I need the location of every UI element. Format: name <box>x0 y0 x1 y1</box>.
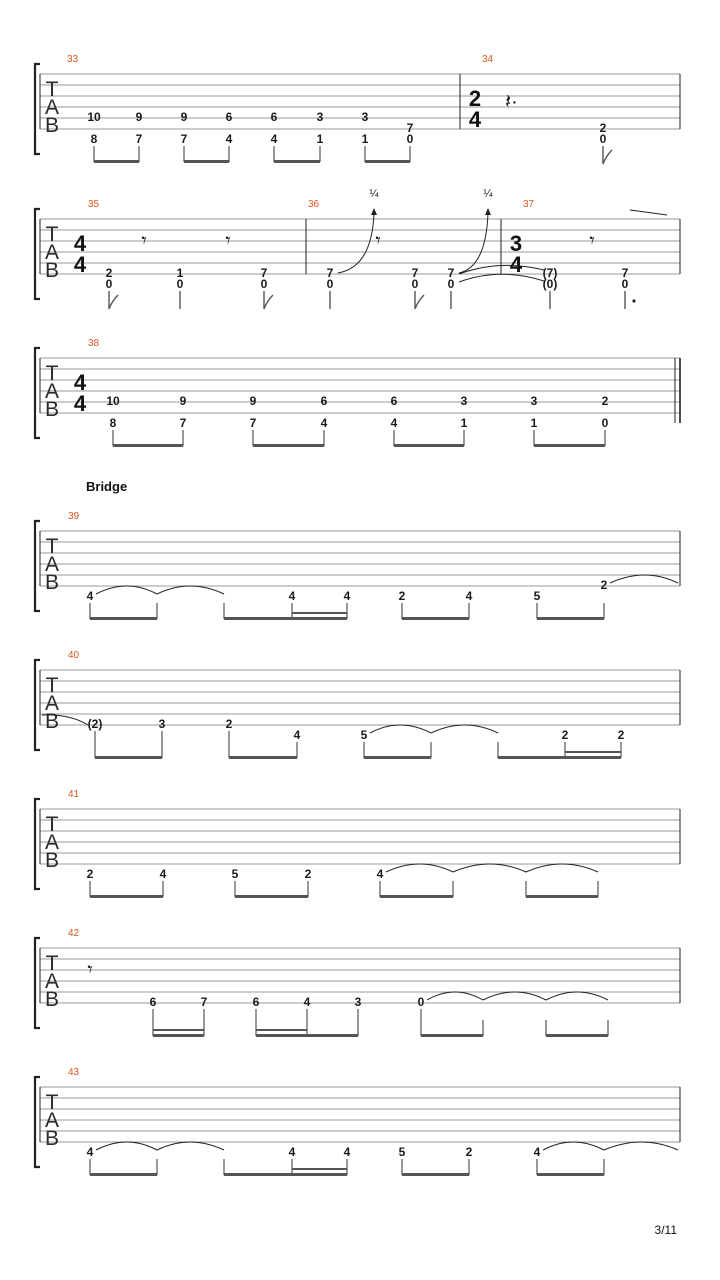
fret-number: 4 <box>270 132 278 146</box>
tab-letter-a: A <box>44 96 60 119</box>
page-number: 3/11 <box>654 1223 677 1237</box>
fret-number: 7 <box>411 266 419 280</box>
fret-number: 0 <box>417 995 425 1009</box>
dot <box>632 299 635 302</box>
fret-number: 2 <box>465 1145 473 1159</box>
fret-number: 3 <box>361 110 369 124</box>
fret-number: 5 <box>360 728 368 742</box>
system-bracket <box>35 521 40 611</box>
tab-letter-a: A <box>44 831 60 854</box>
fret-number: 2 <box>105 266 113 280</box>
fret-number: 2 <box>561 728 569 742</box>
fret-number: 9 <box>179 394 187 408</box>
fret-number: 6 <box>149 995 157 1009</box>
eighth-rest: 𝄾 <box>87 959 93 981</box>
staff-lines <box>40 809 680 864</box>
section-label: Bridge <box>86 479 128 494</box>
staff-lines <box>40 219 680 274</box>
measure-number: 42 <box>68 928 80 939</box>
fret-number: 6 <box>252 995 260 1009</box>
fret-number: 3 <box>354 995 362 1009</box>
system-bracket <box>35 660 40 750</box>
fret-number: 7 <box>326 266 334 280</box>
tab-letter-a: A <box>44 380 60 403</box>
fret-number: 0 <box>411 277 419 291</box>
eighth-rest: 𝄾 <box>375 230 381 252</box>
tab-letter-t: T <box>45 78 59 101</box>
measure-number: 34 <box>482 54 494 65</box>
fret-number: 5 <box>533 589 541 603</box>
tab-letter-b: B <box>44 1127 60 1150</box>
beam <box>153 1029 608 1037</box>
fret-number: 0 <box>105 277 113 291</box>
fret-number: 7 <box>406 121 414 135</box>
fret-number: 0 <box>176 277 184 291</box>
staff-lines <box>40 531 680 586</box>
measure-number: 43 <box>68 1067 80 1078</box>
fret-number: 6 <box>390 394 398 408</box>
fret-number: 2 <box>304 867 312 881</box>
fret-number: 6 <box>270 110 278 124</box>
eighth-rest: 𝄾 <box>589 230 595 252</box>
fret-number: 4 <box>376 867 384 881</box>
fret-number: 2 <box>600 578 608 592</box>
fret-number: 0 <box>260 277 268 291</box>
fret-number: 1 <box>530 416 538 430</box>
fret-number: 9 <box>249 394 257 408</box>
fret-number: 9 <box>135 110 143 124</box>
tab-letter-a: A <box>44 692 60 715</box>
fret-number: 10 <box>106 394 120 408</box>
time-signature-top: 3 <box>509 231 523 256</box>
time-signature-top: 2 <box>468 86 482 111</box>
fret-number: 4 <box>293 728 301 742</box>
tab-letter-b: B <box>44 849 60 872</box>
fret-number: 4 <box>288 589 296 603</box>
time-signature-bottom: 4 <box>509 252 523 277</box>
staff-lines <box>40 358 680 413</box>
fret-number: 4 <box>320 416 328 430</box>
measure-number: 38 <box>88 338 100 349</box>
fret-number: 2 <box>601 394 609 408</box>
bend-arrowhead <box>371 208 377 215</box>
tie-arcs <box>96 1142 678 1150</box>
beam-group <box>94 146 410 162</box>
system-bracket <box>35 799 40 889</box>
measure-number: 39 <box>68 511 80 522</box>
tie-arcs <box>386 864 598 872</box>
fret-number: (0) <box>542 277 558 291</box>
system-bracket <box>35 938 40 1028</box>
fret-number: 4 <box>343 589 351 603</box>
system-bracket <box>35 348 40 438</box>
bend-arrowhead <box>485 208 491 215</box>
fret-number: 4 <box>225 132 233 146</box>
fret-number: 2 <box>86 867 94 881</box>
tab-system-4 <box>35 511 680 620</box>
tab-letter-b: B <box>44 571 60 594</box>
tab-letter-a: A <box>44 553 60 576</box>
fret-number: 4 <box>288 1145 296 1159</box>
fret-number: 1 <box>176 266 184 280</box>
fret-number: 3 <box>316 110 324 124</box>
eighth-rest: 𝄾 <box>225 230 231 252</box>
note-stems <box>90 603 604 619</box>
measure-number: 40 <box>68 650 80 661</box>
system-bracket <box>35 64 40 154</box>
slide-line <box>630 210 667 215</box>
fret-number: 0 <box>599 132 607 146</box>
fret-number: 3 <box>530 394 538 408</box>
tab-letter-b: B <box>44 988 60 1011</box>
fret-number: 1 <box>361 132 369 146</box>
fret-number: 1 <box>460 416 468 430</box>
tab-letter-t: T <box>45 1091 59 1114</box>
tie-arcs <box>427 992 608 1000</box>
tab-letter-b: B <box>44 114 60 137</box>
fret-number: 3 <box>158 717 166 731</box>
tab-letter-b: B <box>44 259 60 282</box>
fret-number: (7) <box>542 266 558 280</box>
bend-label: ¼ <box>369 188 379 200</box>
bend-arrow <box>459 213 488 273</box>
fret-number: 6 <box>225 110 233 124</box>
fret-number: 7 <box>200 995 208 1009</box>
fret-number: 0 <box>601 416 609 430</box>
tab-letter-t: T <box>45 674 59 697</box>
dotted-quarter-rest: 𝄽· <box>505 91 518 113</box>
tab-letter-t: T <box>45 223 59 246</box>
measure-number: 37 <box>523 199 535 210</box>
fret-number: 0 <box>406 132 414 146</box>
fret-number: 2 <box>599 121 607 135</box>
note-stems <box>90 881 598 897</box>
tab-letter-t: T <box>45 952 59 975</box>
system-bracket <box>35 1077 40 1167</box>
fret-number: 8 <box>109 416 117 430</box>
fret-number: 4 <box>86 589 94 603</box>
fret-number: 6 <box>320 394 328 408</box>
time-signature-top: 4 <box>73 370 87 395</box>
fret-number: 0 <box>326 277 334 291</box>
time-signature-bottom: 4 <box>468 107 482 132</box>
fret-number: 7 <box>180 132 188 146</box>
fret-number: 4 <box>390 416 398 430</box>
tab-letter-b: B <box>44 398 60 421</box>
note-stems <box>90 1159 604 1175</box>
tab-letter-a: A <box>44 1109 60 1132</box>
staff-lines <box>40 1087 680 1142</box>
tab-system-3 <box>35 338 680 447</box>
fret-number: 2 <box>398 589 406 603</box>
fret-number: 9 <box>180 110 188 124</box>
tie-arcs <box>96 575 678 594</box>
tie-arcs <box>370 725 498 733</box>
fret-number: 4 <box>303 995 311 1009</box>
note-stems <box>95 731 621 758</box>
fret-number: 4 <box>159 867 167 881</box>
bend-arrow <box>338 213 374 273</box>
fret-number: 2 <box>225 717 233 731</box>
fret-number: 7 <box>179 416 187 430</box>
fret-number: 7 <box>621 266 629 280</box>
beam-group <box>113 430 605 446</box>
tab-system-7 <box>35 928 680 1037</box>
note-stems <box>153 1009 608 1036</box>
beam <box>90 895 598 898</box>
fret-number: 4 <box>343 1145 351 1159</box>
beam <box>113 444 605 447</box>
fret-number: 10 <box>87 110 101 124</box>
measure-number: 41 <box>68 789 80 800</box>
tab-letter-t: T <box>45 535 59 558</box>
fret-number: 4 <box>465 589 473 603</box>
time-signature-bottom: 4 <box>73 391 87 416</box>
tab-system-8 <box>35 1067 680 1176</box>
beam <box>94 160 410 163</box>
measure-number: 33 <box>67 54 79 65</box>
tab-system-1 <box>35 54 680 164</box>
system-bracket <box>35 209 40 299</box>
eighth-rest: 𝄾 <box>141 230 147 252</box>
staff-lines <box>40 670 680 725</box>
eighth-flag <box>603 146 612 164</box>
tab-letter-b: B <box>44 710 60 733</box>
fret-number: 7 <box>447 266 455 280</box>
fret-number: 0 <box>621 277 629 291</box>
fret-number: 0 <box>447 277 455 291</box>
time-signature-bottom: 4 <box>73 252 87 277</box>
tab-system-2 <box>35 188 680 309</box>
fret-number: (2) <box>87 717 103 731</box>
note-stems <box>109 291 625 309</box>
tab-letter-a: A <box>44 241 60 264</box>
tab-letter-a: A <box>44 970 60 993</box>
fret-number: 5 <box>231 867 239 881</box>
fret-number: 3 <box>460 394 468 408</box>
fret-number: 1 <box>316 132 324 146</box>
fret-number: 2 <box>617 728 625 742</box>
fret-number: 7 <box>260 266 268 280</box>
tab-letter-t: T <box>45 813 59 836</box>
time-signature-top: 4 <box>73 231 87 256</box>
tab-system-6 <box>35 789 680 898</box>
tie-arc <box>459 274 544 282</box>
fret-number: 8 <box>90 132 98 146</box>
tab-letter-t: T <box>45 362 59 385</box>
measure-number: 36 <box>308 199 320 210</box>
fret-number: 5 <box>398 1145 406 1159</box>
fret-number: 4 <box>86 1145 94 1159</box>
bend-label: ¼ <box>483 188 493 200</box>
fret-number: 7 <box>249 416 257 430</box>
tab-system-5 <box>35 650 680 759</box>
measure-number: 35 <box>88 199 100 210</box>
fret-number: 4 <box>533 1145 541 1159</box>
beam <box>95 751 621 759</box>
fret-number: 7 <box>135 132 143 146</box>
